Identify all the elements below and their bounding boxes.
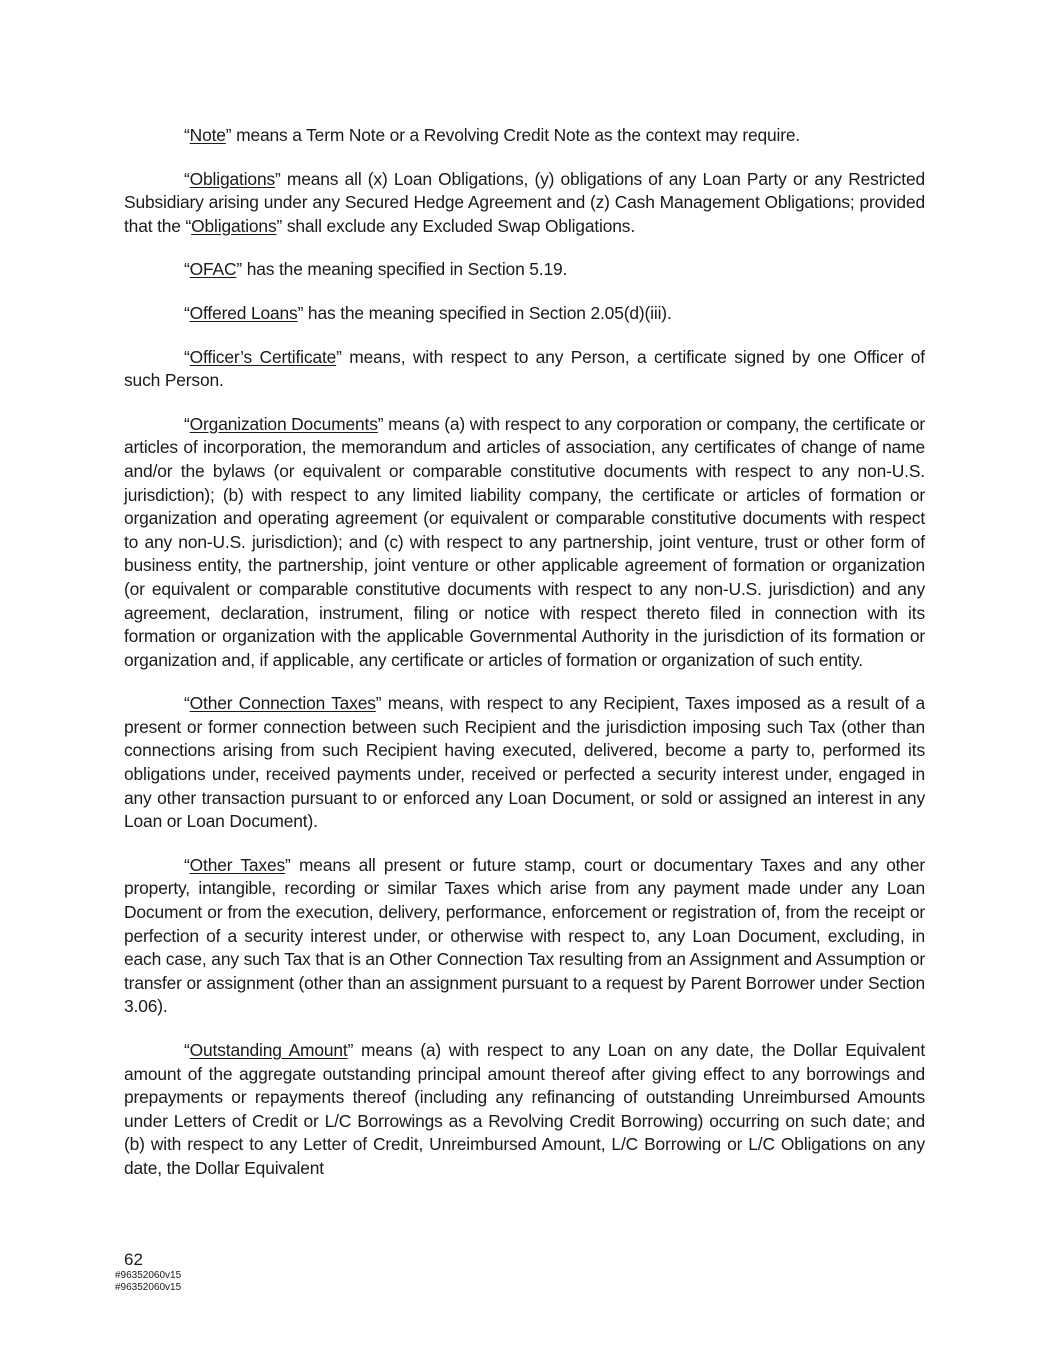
- definition-text: ” means, with respect to any Recipient, Taxes imposed as a result of a present or former connection between such Recipient and the jurisdiction imposing such Tax (other than connections arising from such Recipient having executed, delivered, become a party to, performed its obligations under, received payments under, received or perfected a security interest under, engaged in any other transaction pursuant to or enforced any Loan Document, or sold or assigned an interest in any Loan or Loan Document).: [124, 693, 925, 832]
- definition-officers-certificate: [124, 346, 925, 393]
- defined-term: Other Connection Taxes: [189, 693, 376, 714]
- defined-term: Officer’s Certificate: [189, 346, 337, 367]
- definition-text-continued: ” shall exclude any Excluded Swap Obligations.: [276, 215, 636, 236]
- definition-note: [124, 124, 925, 148]
- document-id-duplicate: #96352060v15: [115, 1282, 182, 1293]
- open-quote: “: [184, 413, 190, 434]
- open-quote: “: [184, 168, 190, 189]
- definition-obligations: [124, 168, 925, 239]
- open-quote: “: [184, 854, 190, 875]
- definition-text: ” means a Term Note or a Revolving Credit Note as the context may require.: [225, 125, 801, 145]
- open-quote: “: [184, 693, 190, 714]
- open-quote: “: [184, 1040, 190, 1060]
- definition-offered-loans: [124, 302, 925, 326]
- open-quote: “: [184, 346, 190, 367]
- defined-term: Organization Documents: [189, 413, 378, 434]
- defined-term: Other Taxes: [189, 854, 286, 875]
- open-quote: “: [184, 259, 190, 280]
- defined-term: Outstanding Amount: [189, 1040, 348, 1060]
- definition-organization-documents: [124, 413, 925, 673]
- defined-term: Offered Loans: [189, 302, 298, 323]
- page-number: 62: [124, 1250, 143, 1269]
- defined-term-reference: Obligations: [191, 215, 277, 236]
- definition-text: ” has the meaning specified in Section 5.19.: [236, 259, 568, 280]
- definition-other-connection-taxes: [124, 692, 925, 834]
- definition-ofac: [124, 258, 925, 282]
- definition-outstanding-amount: [124, 1039, 925, 1181]
- open-quote: “: [184, 125, 190, 145]
- definition-other-taxes: [124, 854, 925, 1019]
- defined-term: OFAC: [189, 259, 237, 280]
- document-page: [124, 124, 925, 1201]
- definition-text: ” means all (x) Loan Obligations, (y) obligations of any Loan Party or any Restricted Subsidiary arising under any Secured Hedge Agreement and (z) Cash Management Obligations; provided that the “: [124, 168, 925, 236]
- document-id: #96352060v15: [115, 1270, 182, 1281]
- definition-text: ” means, with respect to any Person, a certificate signed by one Officer of such Person.: [124, 346, 925, 391]
- defined-term: Obligations: [189, 168, 276, 189]
- definition-text: ” means (a) with respect to any corporation or company, the certificate or articles of incorporation, the memorandum and articles of association, any certificates of change of name and/or the bylaws (or equivalent or comparable constitutive documents with respect to any non-U.S. jurisdiction); (b) with respect to any limited liability company, the certificate or articles of formation or organization and operating agreement (or equivalent or comparable constitutive documents with respect to any non-U.S. jurisdiction); and (c) with respect to any partnership, joint venture, trust or other form of business entity, the partnership, joint venture or other applicable agreement of formation or organization (or equivalent or comparable constitutive documents with respect to any non-U.S. jurisdiction) and any agreement, declaration, instrument, filing or notice with respect thereto filed in connection with its formation or organization with the applicable Governmental Authority in the jurisdiction of its formation or organization and, if applicable, any certificate or articles of formation or organization of such entity.: [124, 413, 926, 670]
- open-quote: “: [184, 302, 190, 323]
- defined-term: Note: [189, 125, 226, 145]
- definition-text: ” has the meaning specified in Section 2.05(d)(iii).: [297, 302, 672, 323]
- page-footer: [115, 1250, 181, 1294]
- definition-text: ” means (a) with respect to any Loan on any date, the Dollar Equivalent amount of the aggregate outstanding principal amount thereof after giving effect to any borrowings and prepayments or repayments thereof (including any refinancing of outstanding Unreimbursed Amounts under Letters of Credit or L/C Borrowings as a Revolving Credit Borrowing) occurring on such date; and (b) with respect to any Letter of Credit, Unreimbursed Amount, L/C Borrowing or L/C Obligations on any date, the Dollar Equivalent: [124, 1040, 926, 1178]
- definition-text: ” means all present or future stamp, court or documentary Taxes and any other property, intangible, recording or similar Taxes which arise from any payment made under any Loan Document or from the execution, delivery, performance, enforcement or registration of, from the receipt or perfection of a security interest under, or otherwise with respect to, any Loan Document, excluding, in each case, any such Tax that is an Other Connection Tax resulting from an Assignment and Assumption or transfer or assignment (other than an assignment pursuant to a request by Parent Borrower under Section 3.06).: [124, 854, 925, 1017]
